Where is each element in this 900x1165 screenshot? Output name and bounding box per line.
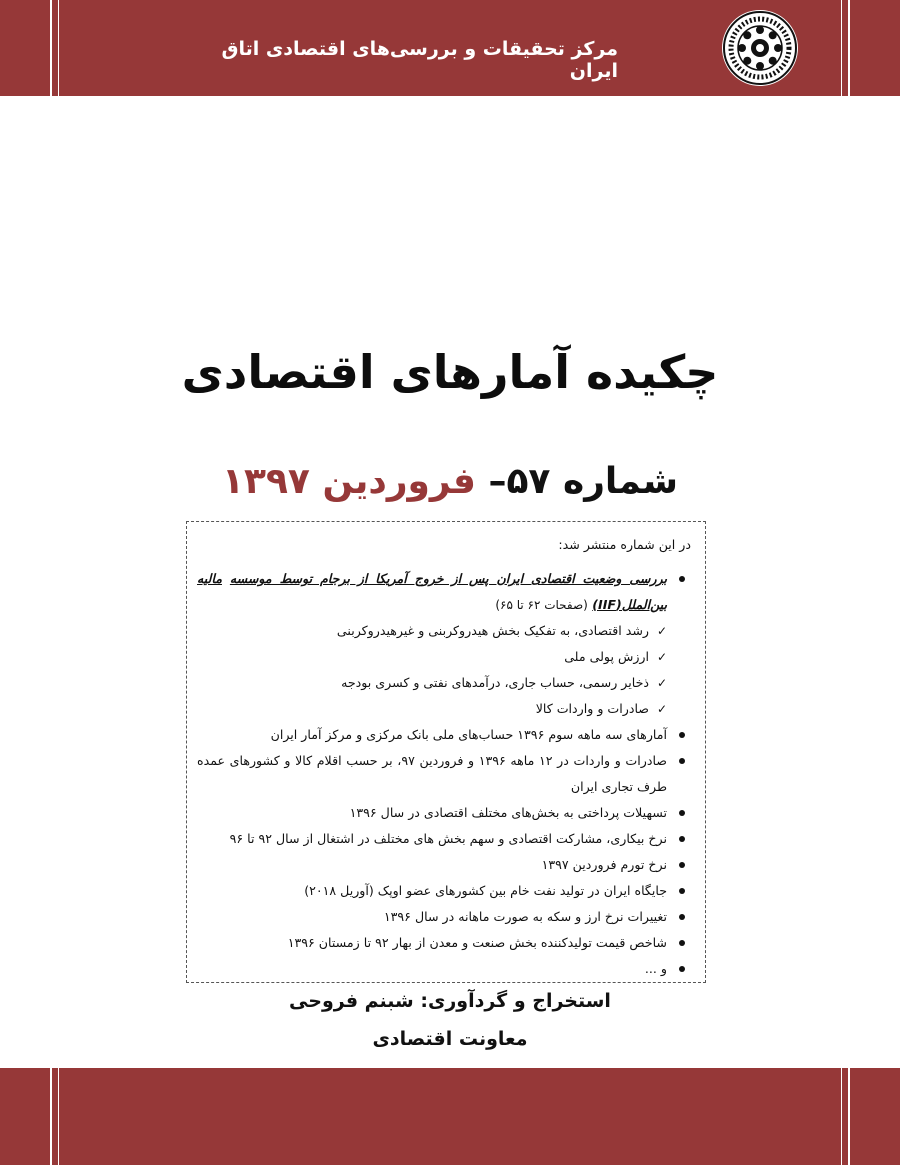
item-text: صادرات و واردات در ۱۲ ماهه ۱۳۹۶ و فروردین ۹۷، بر حسب اقلام کالا و کشورهای عمده طرف تجاری ایران — [197, 753, 668, 794]
item-text: تغییرات نرخ ارز و سکه به صورت ماهانه در سال ۱۳۹۶ — [383, 909, 667, 924]
featured-title-line-2: مالیه بین‌الملل(IIF) — [197, 571, 667, 612]
featured-subitems — [197, 618, 667, 722]
bullet-icon — [679, 862, 685, 868]
list-item — [197, 800, 691, 826]
issue-heading — [60, 461, 840, 502]
chamber-of-commerce-seal-icon — [720, 8, 800, 88]
featured-title — [197, 571, 667, 612]
list-item — [197, 748, 691, 800]
bullet-icon — [679, 758, 685, 764]
item-text: نرخ تورم فروردین ۱۳۹۷ — [541, 857, 667, 872]
list-item — [197, 904, 691, 930]
compiler-credit: استخراج و گردآوری: شبنم فروحی — [289, 990, 611, 1012]
list-item — [197, 878, 691, 904]
issue-date: فروردین ۱۳۹۷ — [222, 461, 476, 502]
organization-name: مرکز تحقیقات و بررسی‌های اقتصادی اتاق ایران — [221, 38, 618, 82]
sub-item-text: ارزش پولی ملی — [564, 649, 649, 664]
contents-list — [197, 566, 691, 982]
bullet-icon — [679, 940, 685, 946]
sub-list-item — [197, 696, 667, 722]
list-item — [197, 722, 691, 748]
sub-item-text: صادرات و واردات کالا — [535, 701, 649, 716]
bullet-icon — [679, 836, 685, 842]
sub-item-text: ذخایر رسمی، حساب جاری، درآمدهای نفتی و کسری بودجه — [341, 675, 649, 690]
department-name: معاونت اقتصادی — [372, 1028, 528, 1050]
checkmark-icon: ✓ — [656, 702, 667, 716]
bullet-icon — [679, 966, 685, 972]
item-text: آمارهای سه ماهه سوم ۱۳۹۶ حساب‌های ملی بانک مرکزی و مرکز آمار ایران — [270, 727, 667, 742]
checkmark-icon: ✓ — [656, 624, 667, 638]
list-item — [197, 566, 691, 722]
list-item — [197, 852, 691, 878]
featured-pages: (صفحات ۶۲ تا ۶۵) — [495, 598, 588, 612]
sub-list-item — [197, 644, 667, 670]
document-title: چکیده آمارهای اقتصادی — [181, 345, 719, 399]
frame-line — [58, 0, 59, 1165]
list-item — [197, 930, 691, 956]
bullet-icon — [679, 732, 685, 738]
item-text: نرخ بیکاری، مشارکت اقتصادی و سهم بخش های مختلف در اشتغال از سال ۹۲ تا ۹۶ — [229, 831, 667, 846]
checkmark-icon: ✓ — [656, 676, 667, 690]
item-text: جایگاه ایران در تولید نفت خام بین کشورهای عضو اوپک (آوریل ۲۰۱۸) — [304, 883, 667, 898]
bullet-icon — [679, 810, 685, 816]
checkmark-icon: ✓ — [656, 650, 667, 664]
item-text: تسهیلات پرداختی به بخش‌های مختلف اقتصادی در سال ۱۳۹۶ — [349, 805, 667, 820]
item-text: و ... — [644, 961, 667, 976]
issue-number: شماره ۵۷– — [488, 461, 678, 502]
list-item — [197, 956, 691, 982]
frame-line — [848, 0, 850, 1165]
bullet-icon — [679, 576, 685, 582]
featured-title-line-1: بررسی وضعیت اقتصادی ایران پس از خروج آمریکا از برجام توسط موسسه — [229, 571, 667, 586]
sub-item-text: رشد اقتصادی، به تفکیک بخش هیدروکربنی و غیرهیدروکربنی — [336, 623, 649, 638]
sub-list-item — [197, 618, 667, 644]
list-item — [197, 826, 691, 852]
item-text: شاخص قیمت تولیدکننده بخش صنعت و معدن از بهار ۹۲ تا زمستان ۱۳۹۶ — [287, 935, 667, 950]
frame-line — [841, 0, 842, 1165]
bullet-icon — [679, 914, 685, 920]
contents-box — [186, 521, 706, 983]
footer-bar — [0, 1068, 900, 1165]
frame-line — [50, 0, 52, 1165]
bullet-icon — [679, 888, 685, 894]
sub-list-item — [197, 670, 667, 696]
contents-intro: در این شماره منتشر شد: — [558, 537, 691, 552]
